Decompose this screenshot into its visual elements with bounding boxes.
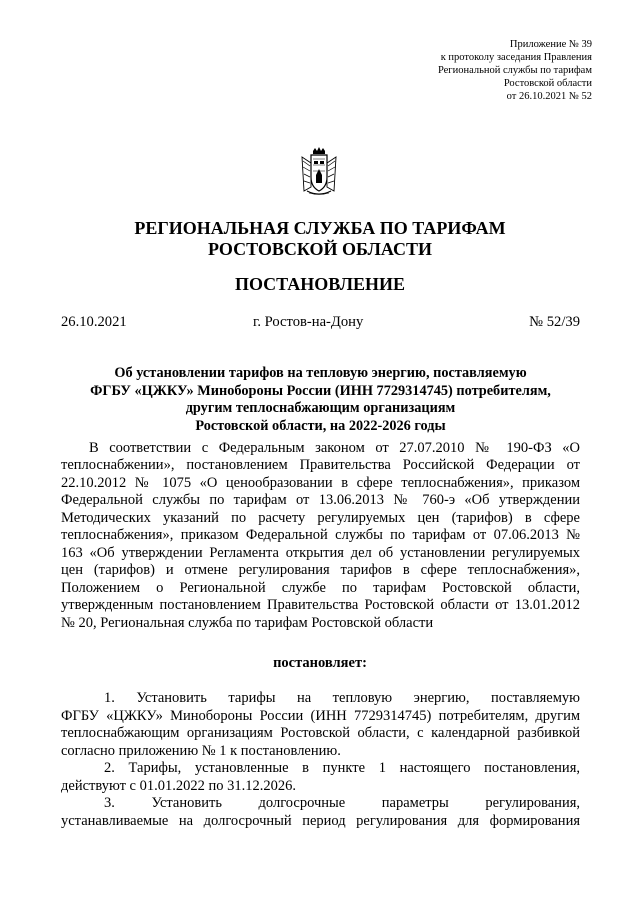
subject-line: Ростовской области, на 2022-2026 годы	[195, 417, 446, 434]
item-line: устанавливаемые на долгосрочный период регулирования для формирования	[61, 813, 580, 829]
document-number: № 52/39	[529, 314, 580, 330]
organization-title	[0, 218, 640, 260]
appendix-line: Ростовской области	[503, 78, 592, 89]
preamble-line: теплоснабжения», приказом Федеральной службы по тарифам от 07.06.2013 №	[61, 527, 580, 543]
organization-title-line: РЕГИОНАЛЬНАЯ СЛУЖБА ПО ТАРИФАМ	[134, 218, 506, 238]
preamble-line: № 20, Региональная служба по тарифам Ростовской области	[61, 615, 434, 631]
item-line: теплоснабжающим организациям Ростовской области, с календарной разбивкой	[61, 725, 580, 741]
item-line: 2. Тарифы, установленные в пункте 1 настоящего постановления,	[104, 760, 580, 776]
organization-title-line: РОСТОВСКОЙ ОБЛАСТИ	[208, 239, 432, 259]
preamble-line: Положением о Региональной службе по тарифам Ростовской области,	[61, 580, 580, 596]
preamble-line: В соответствии с Федеральным законом от 27.07.2010 № 190-ФЗ «О	[89, 440, 580, 456]
appendix-line: к протоколу заседания Правления	[440, 52, 592, 63]
document-subject	[61, 365, 580, 435]
item-line: 3. Установить долгосрочные параметры регулирования,	[104, 795, 580, 811]
appendix-note	[438, 38, 592, 103]
document-type: ПОСТАНОВЛЕНИЕ	[234, 274, 406, 294]
item-line: ФГБУ «ЦЖКУ» Минобороны России (ИНН 7729314745) потребителям, другим	[61, 708, 580, 724]
preamble-line: Методических указаний по расчету регулируемых цен (тарифов) в сфере	[61, 510, 580, 526]
preamble-line: теплоснабжении», постановлением Правительства Российской Федерации от	[61, 457, 580, 473]
subject-line: ФГБУ «ЦЖКУ» Минобороны России (ИНН 7729314745) потребителям,	[90, 382, 551, 399]
coat-of-arms-icon	[299, 147, 339, 197]
item-line: согласно приложению № 1 к постановлению.	[61, 743, 341, 759]
item-line: 1. Установить тарифы на тепловую энергию, поставляемую	[104, 690, 580, 706]
appendix-line: Региональной службы по тарифам	[437, 65, 592, 76]
subject-line: другим теплоснабжающим организациям	[185, 400, 456, 417]
preamble-line: 163 «Об утверждении Регламента открытия дел об установлении регулируемых	[61, 545, 580, 561]
document-meta	[61, 313, 580, 331]
resolve-word: постановляет:	[273, 655, 367, 671]
preamble-line: цен (тарифов) и отмене регулирования тарифов в сфере теплоснабжения»,	[61, 562, 580, 578]
preamble-line: 22.10.2012 № 1075 «О ценообразовании в сфере теплоснабжения», приказом	[61, 475, 580, 491]
subject-line: Об установлении тарифов на тепловую энергию, поставляемую	[114, 365, 527, 381]
preamble-line: Федеральной службы по тарифам от 13.06.2013 № 760-э «Об утверждении	[61, 492, 580, 508]
document-date: 26.10.2021	[61, 314, 127, 330]
document-city: г. Ростов-на-Дону	[253, 314, 364, 330]
item-line: действуют с 01.01.2022 по 31.12.2026.	[61, 778, 296, 794]
appendix-line: Приложение № 39	[509, 39, 592, 50]
appendix-line: от 26.10.2021 № 52	[506, 91, 592, 102]
preamble-line: утвержденным постановлением Правительства Ростовской области от 13.01.2012	[61, 597, 580, 613]
